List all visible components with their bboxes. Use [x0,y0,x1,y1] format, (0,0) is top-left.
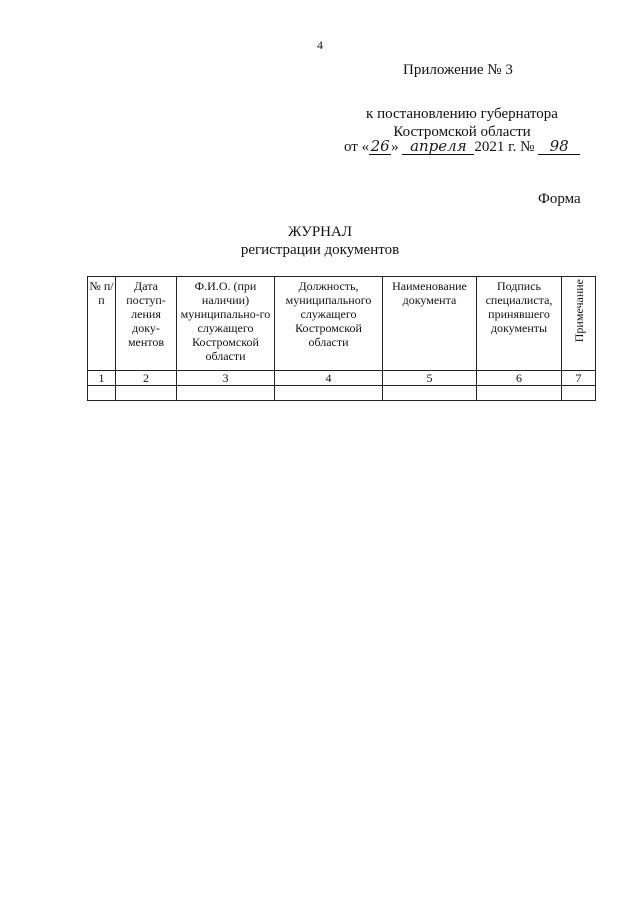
column-header-signature: Подпись специалиста, принявшего документы [477,277,562,371]
empty-cell [88,386,116,401]
date-prefix: от « [344,139,370,155]
resolution-line-2: Костромской области [393,124,531,140]
column-number-3: 3 [177,371,275,386]
column-number-6: 6 [477,371,562,386]
table-header-row [88,277,596,371]
date-day-handwritten: 26 [370,137,390,155]
column-number-5: 5 [383,371,477,386]
column-number-1: 1 [88,371,116,386]
empty-cell [383,386,477,401]
column-number-7: 7 [562,371,596,386]
empty-cell [275,386,383,401]
page-number: 4 [317,38,323,52]
column-number-4: 4 [275,371,383,386]
column-header-fullname: Ф.И.О. (при наличии) муниципально-го служащего Костромской области [177,277,275,371]
resolution-date-line [344,139,580,156]
journal-title: ЖУРНАЛ [287,224,353,240]
appendix-label: Приложение № 3 [403,62,513,78]
column-header-position: Должность, муниципального служащего Костромской области [275,277,383,371]
date-year: 2021 г. № [474,139,535,155]
resolution-reference [342,105,582,141]
doc-number-handwritten: 98 [538,139,580,155]
table-numbering-row [88,371,596,386]
empty-cell [116,386,177,401]
table-empty-row [88,386,596,401]
journal-subtitle: регистрации документов [240,242,400,258]
empty-cell [477,386,562,401]
column-header-date: Дата поступ-ления доку-ментов [116,277,177,371]
column-header-note-text: Примечание [571,279,586,343]
column-header-number: № п/п [88,277,116,371]
empty-cell [177,386,275,401]
date-mid: » [391,139,399,155]
column-header-note [562,277,596,371]
column-number-2: 2 [116,371,177,386]
column-header-document-name: Наименование документа [383,277,477,371]
journal-table [87,276,596,401]
resolution-line-1: к постановлению губернатора [366,106,558,122]
form-label: Форма [538,191,581,207]
empty-cell [562,386,596,401]
date-month-handwritten: апреля [402,139,474,155]
